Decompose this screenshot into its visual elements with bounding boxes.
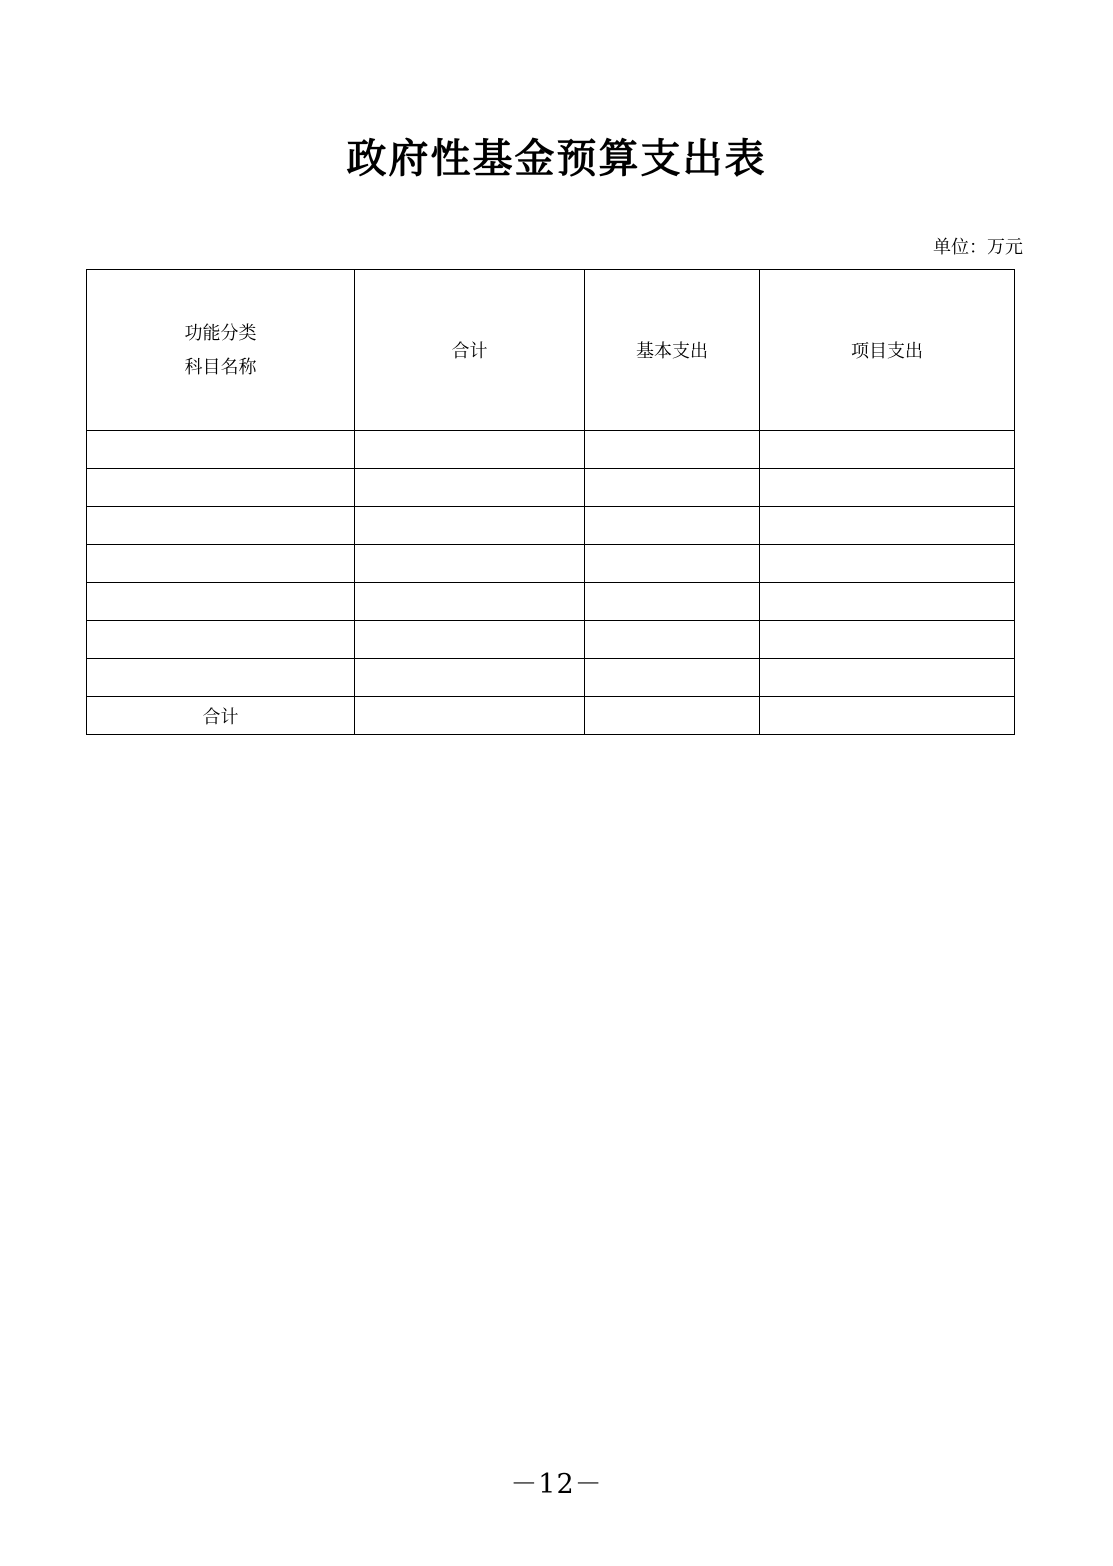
table-row bbox=[87, 545, 1015, 583]
header-category-line1: 功能分类 bbox=[184, 322, 257, 343]
cell-basic[interactable] bbox=[585, 659, 760, 697]
cell-total[interactable] bbox=[355, 659, 585, 697]
total-row-basic[interactable] bbox=[585, 697, 760, 735]
table-row bbox=[87, 659, 1015, 697]
table-row bbox=[87, 469, 1015, 507]
cell-project[interactable] bbox=[760, 469, 1015, 507]
total-row-project[interactable] bbox=[760, 697, 1015, 735]
cell-category[interactable] bbox=[87, 507, 355, 545]
cell-total[interactable] bbox=[355, 583, 585, 621]
cell-project[interactable] bbox=[760, 621, 1015, 659]
header-cell-total: 合计 bbox=[355, 270, 585, 431]
cell-basic[interactable] bbox=[585, 545, 760, 583]
cell-project[interactable] bbox=[760, 583, 1015, 621]
table-row bbox=[87, 583, 1015, 621]
table-header-row bbox=[87, 270, 1015, 431]
budget-expenditure-table bbox=[86, 269, 1015, 735]
table-row bbox=[87, 621, 1015, 659]
cell-basic[interactable] bbox=[585, 469, 760, 507]
cell-category[interactable] bbox=[87, 431, 355, 469]
total-row-label: 合计 bbox=[87, 697, 355, 735]
cell-basic[interactable] bbox=[585, 621, 760, 659]
table-total-row bbox=[87, 697, 1015, 735]
total-row-total[interactable] bbox=[355, 697, 585, 735]
cell-total[interactable] bbox=[355, 469, 585, 507]
cell-project[interactable] bbox=[760, 545, 1015, 583]
cell-category[interactable] bbox=[87, 583, 355, 621]
cell-total[interactable] bbox=[355, 431, 585, 469]
cell-basic[interactable] bbox=[585, 583, 760, 621]
table-row bbox=[87, 507, 1015, 545]
cell-total[interactable] bbox=[355, 621, 585, 659]
cell-basic[interactable] bbox=[585, 431, 760, 469]
header-cell-category bbox=[87, 270, 355, 431]
cell-category[interactable] bbox=[87, 545, 355, 583]
cell-total[interactable] bbox=[355, 507, 585, 545]
cell-project[interactable] bbox=[760, 507, 1015, 545]
page-title: 政府性基金预算支出表 bbox=[346, 135, 767, 182]
header-cell-basic: 基本支出 bbox=[585, 270, 760, 431]
cell-total[interactable] bbox=[355, 545, 585, 583]
cell-category[interactable] bbox=[87, 659, 355, 697]
cell-category[interactable] bbox=[87, 469, 355, 507]
unit-label: 单位：万元 bbox=[933, 237, 1023, 257]
page-number: －12－ bbox=[510, 1469, 603, 1500]
cell-category[interactable] bbox=[87, 621, 355, 659]
table-row bbox=[87, 431, 1015, 469]
cell-project[interactable] bbox=[760, 431, 1015, 469]
cell-project[interactable] bbox=[760, 659, 1015, 697]
header-cell-project: 项目支出 bbox=[760, 270, 1015, 431]
header-category-line2: 科目名称 bbox=[184, 357, 257, 377]
cell-basic[interactable] bbox=[585, 507, 760, 545]
